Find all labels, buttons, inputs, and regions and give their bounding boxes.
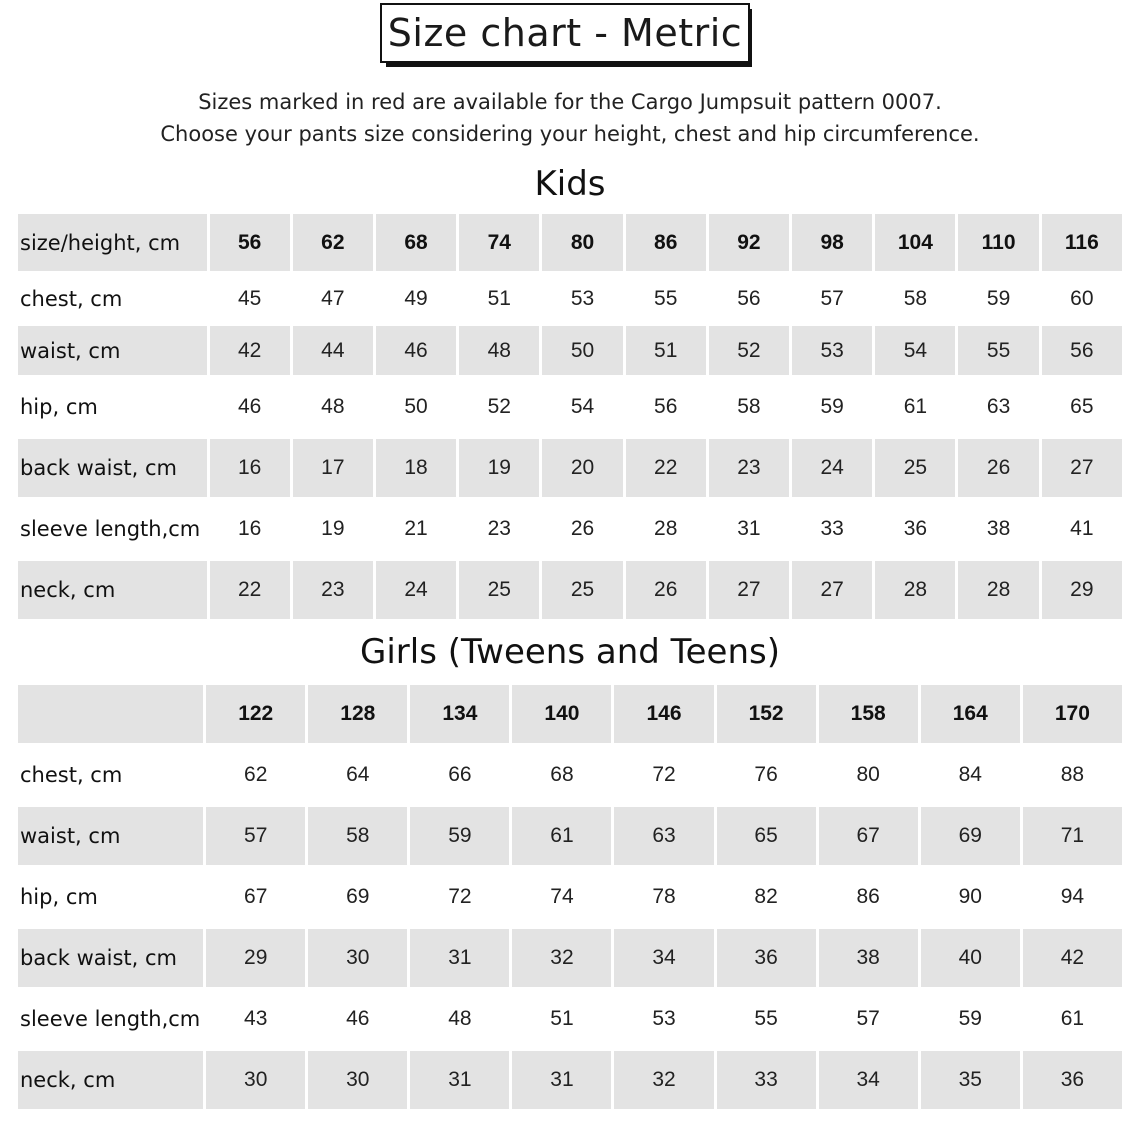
measurement-cell: 43	[206, 990, 305, 1048]
measurement-cell: 56	[709, 274, 789, 323]
measurement-cell: 25	[875, 439, 955, 497]
row-label-cell: waist, cm	[18, 807, 203, 865]
size-header-cell: 74	[459, 214, 539, 271]
measurement-cell: 54	[875, 326, 955, 375]
measurement-cell: 25	[459, 561, 539, 619]
measurement-cell: 34	[614, 929, 713, 987]
measurement-cell: 36	[1023, 1051, 1122, 1109]
measurement-cell: 71	[1023, 807, 1122, 865]
measurement-cell: 59	[410, 807, 509, 865]
measurement-cell: 48	[293, 378, 373, 436]
measurement-cell: 22	[626, 439, 706, 497]
table-row	[18, 807, 1122, 865]
size-header-cell: 116	[1042, 214, 1122, 271]
measurement-cell: 88	[1023, 746, 1122, 804]
table-row	[18, 868, 1122, 926]
measurement-cell: 59	[958, 274, 1038, 323]
measurement-cell: 35	[921, 1051, 1020, 1109]
measurement-cell: 48	[459, 326, 539, 375]
measurement-cell: 69	[921, 807, 1020, 865]
size-header-cell: 104	[875, 214, 955, 271]
measurement-cell: 44	[293, 326, 373, 375]
kids-section-title: Kids	[534, 164, 606, 204]
measurement-cell: 38	[819, 929, 918, 987]
measurement-cell: 18	[376, 439, 456, 497]
measurement-cell: 57	[819, 990, 918, 1048]
measurement-cell: 72	[614, 746, 713, 804]
table-row	[18, 929, 1122, 987]
measurement-cell: 59	[792, 378, 872, 436]
row-label-cell: hip, cm	[18, 868, 203, 926]
measurement-cell: 34	[819, 1051, 918, 1109]
measurement-cell: 55	[626, 274, 706, 323]
measurement-cell: 30	[206, 1051, 305, 1109]
table-row	[18, 1051, 1122, 1109]
measurement-cell: 59	[921, 990, 1020, 1048]
table-header-row	[18, 685, 1122, 743]
page-title: Size chart - Metric	[380, 3, 750, 63]
measurement-cell: 24	[376, 561, 456, 619]
table-row	[18, 378, 1122, 436]
measurement-cell: 19	[459, 439, 539, 497]
size-header-cell: 146	[614, 685, 713, 743]
measurement-cell: 30	[308, 929, 407, 987]
size-header-cell: 56	[210, 214, 290, 271]
measurement-cell: 29	[1042, 561, 1122, 619]
size-header-cell: 62	[293, 214, 373, 271]
measurement-cell: 54	[542, 378, 622, 436]
girls-size-table	[15, 682, 1125, 1112]
size-header-cell: 152	[717, 685, 816, 743]
measurement-cell: 63	[614, 807, 713, 865]
measurement-cell: 32	[512, 929, 611, 987]
row-label-cell: back waist, cm	[18, 929, 203, 987]
measurement-cell: 31	[410, 929, 509, 987]
measurement-cell: 64	[308, 746, 407, 804]
table-header-row	[18, 214, 1122, 271]
measurement-cell: 84	[921, 746, 1020, 804]
measurement-cell: 31	[512, 1051, 611, 1109]
measurement-cell: 58	[308, 807, 407, 865]
measurement-cell: 22	[210, 561, 290, 619]
measurement-cell: 46	[210, 378, 290, 436]
measurement-cell: 42	[1023, 929, 1122, 987]
measurement-cell: 51	[626, 326, 706, 375]
size-header-cell: 110	[958, 214, 1038, 271]
measurement-cell: 48	[410, 990, 509, 1048]
girls-section-title: Girls (Tweens and Teens)	[360, 632, 780, 672]
measurement-cell: 33	[792, 500, 872, 558]
measurement-cell: 28	[626, 500, 706, 558]
measurement-cell: 33	[717, 1051, 816, 1109]
measurement-cell: 27	[1042, 439, 1122, 497]
measurement-cell: 17	[293, 439, 373, 497]
measurement-cell: 56	[1042, 326, 1122, 375]
measurement-cell: 58	[875, 274, 955, 323]
measurement-cell: 26	[958, 439, 1038, 497]
size-header-cell: 68	[376, 214, 456, 271]
row-label-cell: back waist, cm	[18, 439, 207, 497]
measurement-cell: 53	[792, 326, 872, 375]
measurement-cell: 65	[717, 807, 816, 865]
measurement-cell: 72	[410, 868, 509, 926]
size-header-cell: 122	[206, 685, 305, 743]
measurement-cell: 26	[626, 561, 706, 619]
measurement-cell: 24	[792, 439, 872, 497]
measurement-cell: 25	[542, 561, 622, 619]
measurement-cell: 41	[1042, 500, 1122, 558]
measurement-cell: 56	[626, 378, 706, 436]
measurement-cell: 29	[206, 929, 305, 987]
measurement-cell: 40	[921, 929, 1020, 987]
row-label-cell: chest, cm	[18, 274, 207, 323]
size-header-cell: 170	[1023, 685, 1122, 743]
measurement-cell: 76	[717, 746, 816, 804]
measurement-cell: 16	[210, 500, 290, 558]
table-row	[18, 326, 1122, 375]
measurement-cell: 23	[459, 500, 539, 558]
measurement-cell: 19	[293, 500, 373, 558]
measurement-cell: 65	[1042, 378, 1122, 436]
measurement-cell: 38	[958, 500, 1038, 558]
measurement-cell: 53	[614, 990, 713, 1048]
measurement-cell: 27	[709, 561, 789, 619]
measurement-cell: 90	[921, 868, 1020, 926]
measurement-cell: 78	[614, 868, 713, 926]
measurement-cell: 82	[717, 868, 816, 926]
row-label-cell: waist, cm	[18, 326, 207, 375]
measurement-cell: 36	[875, 500, 955, 558]
measurement-cell: 32	[614, 1051, 713, 1109]
measurement-cell: 36	[717, 929, 816, 987]
row-label-cell: chest, cm	[18, 746, 203, 804]
table-row	[18, 274, 1122, 323]
measurement-cell: 27	[792, 561, 872, 619]
measurement-cell: 53	[542, 274, 622, 323]
size-header-cell: 98	[792, 214, 872, 271]
measurement-cell: 80	[819, 746, 918, 804]
measurement-cell: 23	[709, 439, 789, 497]
measurement-cell: 61	[1023, 990, 1122, 1048]
subtitle-line-1: Sizes marked in red are available for the Cargo Jumpsuit pattern 0007.	[198, 90, 942, 114]
size-header-cell: 128	[308, 685, 407, 743]
table-row	[18, 500, 1122, 558]
measurement-cell: 86	[819, 868, 918, 926]
row-label-cell: neck, cm	[18, 1051, 203, 1109]
size-header-cell: 140	[512, 685, 611, 743]
measurement-cell: 62	[206, 746, 305, 804]
measurement-cell: 20	[542, 439, 622, 497]
header-label-cell: size/height, cm	[18, 214, 207, 271]
measurement-cell: 94	[1023, 868, 1122, 926]
size-header-cell: 92	[709, 214, 789, 271]
measurement-cell: 46	[308, 990, 407, 1048]
measurement-cell: 47	[293, 274, 373, 323]
measurement-cell: 55	[717, 990, 816, 1048]
measurement-cell: 28	[958, 561, 1038, 619]
kids-size-table	[15, 211, 1125, 622]
size-header-cell: 80	[542, 214, 622, 271]
measurement-cell: 52	[709, 326, 789, 375]
measurement-cell: 31	[709, 500, 789, 558]
table-row	[18, 439, 1122, 497]
size-header-cell: 134	[410, 685, 509, 743]
measurement-cell: 66	[410, 746, 509, 804]
subtitle-line-2: Choose your pants size considering your height, chest and hip circumference.	[160, 122, 980, 146]
measurement-cell: 68	[512, 746, 611, 804]
measurement-cell: 42	[210, 326, 290, 375]
measurement-cell: 69	[308, 868, 407, 926]
measurement-cell: 31	[410, 1051, 509, 1109]
measurement-cell: 67	[206, 868, 305, 926]
row-label-cell: sleeve length,cm	[18, 990, 203, 1048]
measurement-cell: 51	[459, 274, 539, 323]
measurement-cell: 61	[875, 378, 955, 436]
header-label-cell	[18, 685, 203, 743]
measurement-cell: 21	[376, 500, 456, 558]
size-header-cell: 158	[819, 685, 918, 743]
row-label-cell: hip, cm	[18, 378, 207, 436]
table-row	[18, 990, 1122, 1048]
measurement-cell: 74	[512, 868, 611, 926]
measurement-cell: 23	[293, 561, 373, 619]
measurement-cell: 57	[206, 807, 305, 865]
measurement-cell: 63	[958, 378, 1038, 436]
row-label-cell: sleeve length,cm	[18, 500, 207, 558]
title-frame	[380, 3, 752, 67]
size-header-cell: 86	[626, 214, 706, 271]
table-row	[18, 746, 1122, 804]
row-label-cell: neck, cm	[18, 561, 207, 619]
measurement-cell: 50	[542, 326, 622, 375]
measurement-cell: 57	[792, 274, 872, 323]
measurement-cell: 28	[875, 561, 955, 619]
measurement-cell: 58	[709, 378, 789, 436]
measurement-cell: 50	[376, 378, 456, 436]
measurement-cell: 30	[308, 1051, 407, 1109]
table-row	[18, 561, 1122, 619]
measurement-cell: 52	[459, 378, 539, 436]
measurement-cell: 61	[512, 807, 611, 865]
measurement-cell: 67	[819, 807, 918, 865]
measurement-cell: 26	[542, 500, 622, 558]
measurement-cell: 45	[210, 274, 290, 323]
measurement-cell: 60	[1042, 274, 1122, 323]
measurement-cell: 51	[512, 990, 611, 1048]
measurement-cell: 46	[376, 326, 456, 375]
measurement-cell: 55	[958, 326, 1038, 375]
size-header-cell: 164	[921, 685, 1020, 743]
measurement-cell: 49	[376, 274, 456, 323]
measurement-cell: 16	[210, 439, 290, 497]
